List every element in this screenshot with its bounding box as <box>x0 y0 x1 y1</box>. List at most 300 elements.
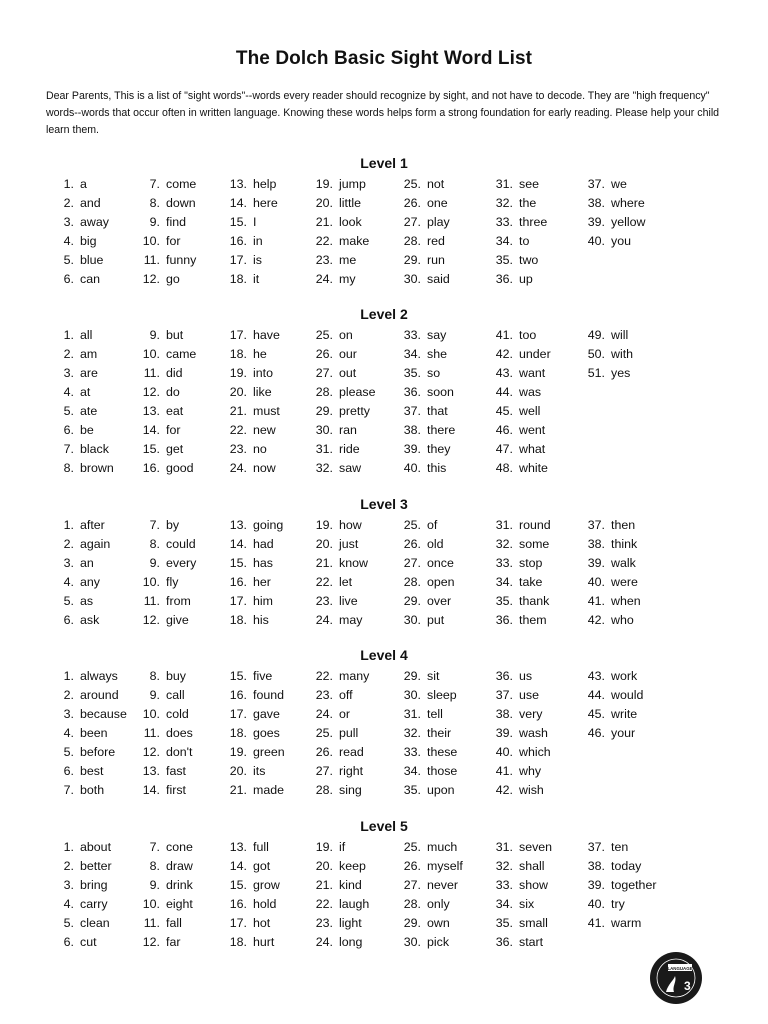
word-number: 5. <box>63 916 74 930</box>
sight-word: ten <box>611 840 629 854</box>
sight-word: put <box>427 613 445 627</box>
word-number: 37. <box>587 840 605 854</box>
word-entry <box>309 895 395 914</box>
word-entry <box>309 364 395 383</box>
word-number: 10. <box>142 347 160 361</box>
sight-word: a <box>80 177 87 191</box>
word-entry <box>581 232 667 251</box>
sight-word: those <box>427 764 458 778</box>
word-column <box>136 667 222 800</box>
sight-word: yes <box>611 366 631 380</box>
word-number: 39. <box>587 556 605 570</box>
word-entry <box>50 914 136 933</box>
word-number: 1. <box>63 669 74 683</box>
word-number: 9. <box>149 556 160 570</box>
word-entry <box>223 876 309 895</box>
sight-word: try <box>611 897 625 911</box>
sight-word: one <box>427 196 448 210</box>
word-entry <box>489 421 575 440</box>
word-number: 40. <box>587 234 605 248</box>
sight-word: know <box>339 556 368 570</box>
word-entry <box>136 838 222 857</box>
sight-word: run <box>427 253 445 267</box>
level-heading: Level 2 <box>360 306 408 322</box>
word-number: 41. <box>495 764 513 778</box>
word-entry <box>397 402 483 421</box>
sight-word: goes <box>253 726 280 740</box>
sight-word: pretty <box>339 404 370 418</box>
word-number: 29. <box>315 404 333 418</box>
sight-word: much <box>427 840 458 854</box>
sight-word: clean <box>80 916 110 930</box>
word-number: 45. <box>495 404 513 418</box>
word-number: 19. <box>229 366 247 380</box>
sight-word: she <box>427 347 447 361</box>
sight-word: will <box>611 328 629 342</box>
word-number: 27. <box>315 764 333 778</box>
sight-word: sleep <box>427 688 457 702</box>
word-entry <box>223 345 309 364</box>
word-number: 10. <box>142 575 160 589</box>
word-entry <box>489 345 575 364</box>
word-number: 1. <box>63 177 74 191</box>
word-number: 20. <box>229 764 247 778</box>
word-entry <box>397 762 483 781</box>
word-number: 10. <box>142 234 160 248</box>
word-column <box>489 838 575 952</box>
sight-word: up <box>519 272 533 286</box>
sight-word: long <box>339 935 363 949</box>
sight-word: small <box>519 916 548 930</box>
word-column <box>309 838 395 952</box>
sight-word: sing <box>339 783 362 797</box>
sight-word: may <box>339 613 363 627</box>
word-number: 5. <box>63 745 74 759</box>
word-number: 26. <box>315 347 333 361</box>
sight-word: laugh <box>339 897 370 911</box>
word-number: 32. <box>495 196 513 210</box>
sight-word: draw <box>166 859 193 873</box>
word-number: 27. <box>315 366 333 380</box>
word-number: 17. <box>229 253 247 267</box>
sight-word: open <box>427 575 455 589</box>
word-entry <box>136 270 222 289</box>
sight-word: just <box>339 537 359 551</box>
word-entry <box>309 686 395 705</box>
sight-word: of <box>427 518 438 532</box>
word-entry <box>136 402 222 421</box>
word-number: 28. <box>315 385 333 399</box>
word-number: 12. <box>142 272 160 286</box>
word-number: 48. <box>495 461 513 475</box>
word-number: 35. <box>403 783 421 797</box>
sight-word: look <box>339 215 362 229</box>
word-column <box>309 516 395 630</box>
word-number: 17. <box>229 916 247 930</box>
word-number: 30. <box>315 423 333 437</box>
word-number: 19. <box>315 177 333 191</box>
word-entry <box>223 895 309 914</box>
word-entry <box>489 876 575 895</box>
sight-word: if <box>339 840 346 854</box>
word-number: 13. <box>229 518 247 532</box>
word-entry <box>397 213 483 232</box>
word-number: 15. <box>142 442 160 456</box>
level-heading: Level 5 <box>360 818 408 834</box>
word-number: 8. <box>63 461 74 475</box>
word-entry <box>397 554 483 573</box>
sight-word: got <box>253 859 271 873</box>
sight-word: them <box>519 613 547 627</box>
word-entry <box>397 686 483 705</box>
sight-word: walk <box>611 556 636 570</box>
sight-word: down <box>166 196 196 210</box>
word-entry <box>309 611 395 630</box>
level-columns <box>0 516 768 646</box>
sight-word: show <box>519 878 548 892</box>
word-number: 35. <box>495 594 513 608</box>
sight-word: why <box>519 764 542 778</box>
sight-word: for <box>166 234 181 248</box>
sight-word: eat <box>166 404 184 418</box>
word-number: 23. <box>315 594 333 608</box>
word-number: 15. <box>229 669 247 683</box>
sight-word: did <box>166 366 183 380</box>
word-entry <box>136 914 222 933</box>
sight-word: no <box>253 442 267 456</box>
sight-word: brown <box>80 461 114 475</box>
word-entry <box>50 402 136 421</box>
sight-word: not <box>427 177 445 191</box>
word-entry <box>50 611 136 630</box>
sight-word: wash <box>519 726 548 740</box>
sight-word: cold <box>166 707 189 721</box>
sight-word: hot <box>253 916 271 930</box>
sight-word: today <box>611 859 642 873</box>
sight-word: can <box>80 272 100 286</box>
word-number: 28. <box>403 234 421 248</box>
word-entry <box>309 440 395 459</box>
word-entry <box>223 573 309 592</box>
word-entry <box>309 194 395 213</box>
word-number: 40. <box>587 575 605 589</box>
word-column <box>397 838 483 952</box>
word-number: 29. <box>403 253 421 267</box>
sight-word: are <box>80 366 98 380</box>
word-number: 18. <box>229 272 247 286</box>
sight-word: about <box>80 840 112 854</box>
sight-word: use <box>519 688 539 702</box>
word-entry <box>489 175 575 194</box>
word-number: 30. <box>403 613 421 627</box>
word-number: 11. <box>143 726 160 740</box>
word-entry <box>397 345 483 364</box>
sight-word: ask <box>80 613 100 627</box>
word-entry <box>50 743 136 762</box>
word-number: 23. <box>315 916 333 930</box>
sight-word: were <box>611 575 638 589</box>
word-number: 2. <box>63 196 74 210</box>
word-column <box>50 667 136 800</box>
word-entry <box>136 383 222 402</box>
word-number: 1. <box>63 518 74 532</box>
sight-word: shall <box>519 859 545 873</box>
sight-word: who <box>611 613 634 627</box>
word-column <box>136 175 222 289</box>
word-entry <box>223 535 309 554</box>
word-number: 38. <box>587 537 605 551</box>
word-number: 28. <box>403 575 421 589</box>
word-entry <box>489 895 575 914</box>
word-entry <box>309 743 395 762</box>
word-column <box>489 175 575 289</box>
word-number: 37. <box>587 177 605 191</box>
sight-word: don't <box>166 745 193 759</box>
word-number: 2. <box>63 537 74 551</box>
sight-word: soon <box>427 385 454 399</box>
word-column <box>136 516 222 630</box>
word-entry <box>397 251 483 270</box>
sight-word: make <box>339 234 370 248</box>
word-number: 21. <box>229 404 247 418</box>
sight-word: had <box>253 537 274 551</box>
word-entry <box>581 535 667 554</box>
sight-word: yellow <box>611 215 646 229</box>
word-entry <box>581 611 667 630</box>
word-entry <box>309 251 395 270</box>
sight-word: cone <box>166 840 193 854</box>
sight-word: that <box>427 404 448 418</box>
sight-word: on <box>339 328 353 342</box>
word-number: 31. <box>403 707 421 721</box>
sight-word: only <box>427 897 450 911</box>
word-entry <box>397 270 483 289</box>
sight-word: be <box>80 423 94 437</box>
sight-word: thank <box>519 594 550 608</box>
sight-word: went <box>519 423 546 437</box>
sight-word: like <box>253 385 272 399</box>
sight-word: as <box>80 594 94 608</box>
sight-word: cut <box>80 935 97 949</box>
sight-word: made <box>253 783 284 797</box>
sight-word: its <box>253 764 266 778</box>
sight-word: they <box>427 442 451 456</box>
word-entry <box>309 270 395 289</box>
word-number: 7. <box>63 442 74 456</box>
word-entry <box>50 554 136 573</box>
word-entry <box>489 459 575 478</box>
word-number: 23. <box>315 688 333 702</box>
word-number: 20. <box>315 537 333 551</box>
sight-word: but <box>166 328 184 342</box>
sight-word: better <box>80 859 112 873</box>
word-number: 22. <box>315 234 333 248</box>
word-column <box>50 326 136 478</box>
level-section <box>0 496 768 646</box>
word-entry <box>397 440 483 459</box>
word-number: 42. <box>495 783 513 797</box>
word-entry <box>136 724 222 743</box>
word-number: 11. <box>143 366 160 380</box>
word-entry <box>50 857 136 876</box>
word-entry <box>489 383 575 402</box>
word-entry <box>136 743 222 762</box>
sight-word: away <box>80 215 109 229</box>
sight-word: this <box>427 461 447 475</box>
word-entry <box>223 857 309 876</box>
word-number: 3. <box>63 215 74 229</box>
sight-word: by <box>166 518 180 532</box>
word-number: 14. <box>229 196 247 210</box>
word-entry <box>50 175 136 194</box>
word-number: 26. <box>403 859 421 873</box>
word-number: 22. <box>229 423 247 437</box>
word-entry <box>581 194 667 213</box>
word-number: 3. <box>63 707 74 721</box>
sight-word: six <box>519 897 535 911</box>
logo-text: LANGUAGE <box>667 965 693 971</box>
sight-word: round <box>519 518 551 532</box>
word-number: 11. <box>143 916 160 930</box>
word-entry <box>397 611 483 630</box>
word-number: 14. <box>229 537 247 551</box>
level-heading: Level 1 <box>360 155 408 171</box>
word-number: 34. <box>403 764 421 778</box>
word-entry <box>309 781 395 800</box>
sight-word: get <box>166 442 184 456</box>
sight-word: under <box>519 347 551 361</box>
word-entry <box>581 345 667 364</box>
word-entry <box>581 592 667 611</box>
word-column <box>50 838 136 952</box>
word-entry <box>223 686 309 705</box>
word-entry <box>581 705 667 724</box>
word-number: 31. <box>495 518 513 532</box>
word-entry <box>223 914 309 933</box>
sight-word: keep <box>339 859 366 873</box>
word-entry <box>581 857 667 876</box>
sight-word: you <box>611 234 631 248</box>
sight-word: first <box>166 783 186 797</box>
word-entry <box>223 611 309 630</box>
level-heading: Level 3 <box>360 496 408 512</box>
sight-word: it <box>253 272 260 286</box>
word-number: 6. <box>63 935 74 949</box>
word-entry <box>489 326 575 345</box>
sight-word: work <box>611 669 638 683</box>
word-entry <box>397 364 483 383</box>
sight-word: around <box>80 688 119 702</box>
word-entry <box>223 440 309 459</box>
sight-word: tell <box>427 707 443 721</box>
word-number: 43. <box>587 669 605 683</box>
word-entry <box>223 838 309 857</box>
sight-word: we <box>611 177 627 191</box>
word-number: 41. <box>587 916 605 930</box>
sight-word: let <box>339 575 353 589</box>
sight-word: because <box>80 707 127 721</box>
word-entry <box>50 933 136 952</box>
word-number: 46. <box>587 726 605 740</box>
word-number: 32. <box>495 859 513 873</box>
sight-word: drink <box>166 878 193 892</box>
sight-word: green <box>253 745 285 759</box>
word-column <box>309 326 395 478</box>
word-number: 18. <box>229 935 247 949</box>
word-number: 33. <box>495 556 513 570</box>
word-number: 36. <box>495 669 513 683</box>
word-entry <box>581 914 667 933</box>
word-entry <box>397 383 483 402</box>
word-entry <box>397 724 483 743</box>
word-number: 10. <box>142 897 160 911</box>
word-number: 36. <box>495 272 513 286</box>
word-number: 2. <box>63 859 74 873</box>
word-entry <box>50 232 136 251</box>
word-number: 29. <box>403 669 421 683</box>
word-entry <box>309 838 395 857</box>
sight-word: grow <box>253 878 280 892</box>
word-entry <box>136 857 222 876</box>
word-number: 40. <box>495 745 513 759</box>
word-entry <box>309 705 395 724</box>
word-entry <box>136 781 222 800</box>
word-number: 30. <box>403 272 421 286</box>
sight-word: their <box>427 726 452 740</box>
sight-word: into <box>253 366 273 380</box>
word-entry <box>309 421 395 440</box>
word-number: 31. <box>315 442 333 456</box>
sight-word: wish <box>519 783 544 797</box>
word-entry <box>397 857 483 876</box>
word-number: 12. <box>142 385 160 399</box>
word-number: 36. <box>495 935 513 949</box>
word-entry <box>489 194 575 213</box>
word-number: 27. <box>403 878 421 892</box>
sight-word: white <box>519 461 548 475</box>
sight-word: here <box>253 196 278 210</box>
word-number: 10. <box>142 707 160 721</box>
sight-word: hold <box>253 897 277 911</box>
word-number: 8. <box>149 669 160 683</box>
word-number: 38. <box>495 707 513 721</box>
word-number: 37. <box>495 688 513 702</box>
word-entry <box>489 440 575 459</box>
word-number: 25. <box>403 518 421 532</box>
word-number: 27. <box>403 215 421 229</box>
sight-word: his <box>253 613 269 627</box>
sight-word: start <box>519 935 544 949</box>
word-number: 35. <box>495 253 513 267</box>
publisher-logo-icon <box>648 950 704 1006</box>
word-number: 6. <box>63 613 74 627</box>
sight-word: any <box>80 575 100 589</box>
word-entry <box>581 895 667 914</box>
sight-word: he <box>253 347 267 361</box>
word-number: 24. <box>315 272 333 286</box>
sight-word: all <box>80 328 93 342</box>
sight-word: good <box>166 461 194 475</box>
word-number: 38. <box>587 196 605 210</box>
word-number: 18. <box>229 347 247 361</box>
word-number: 14. <box>142 423 160 437</box>
word-entry <box>136 554 222 573</box>
word-entry <box>309 592 395 611</box>
word-number: 39. <box>587 878 605 892</box>
word-column <box>50 516 136 630</box>
word-number: 28. <box>315 783 333 797</box>
word-entry <box>581 364 667 383</box>
